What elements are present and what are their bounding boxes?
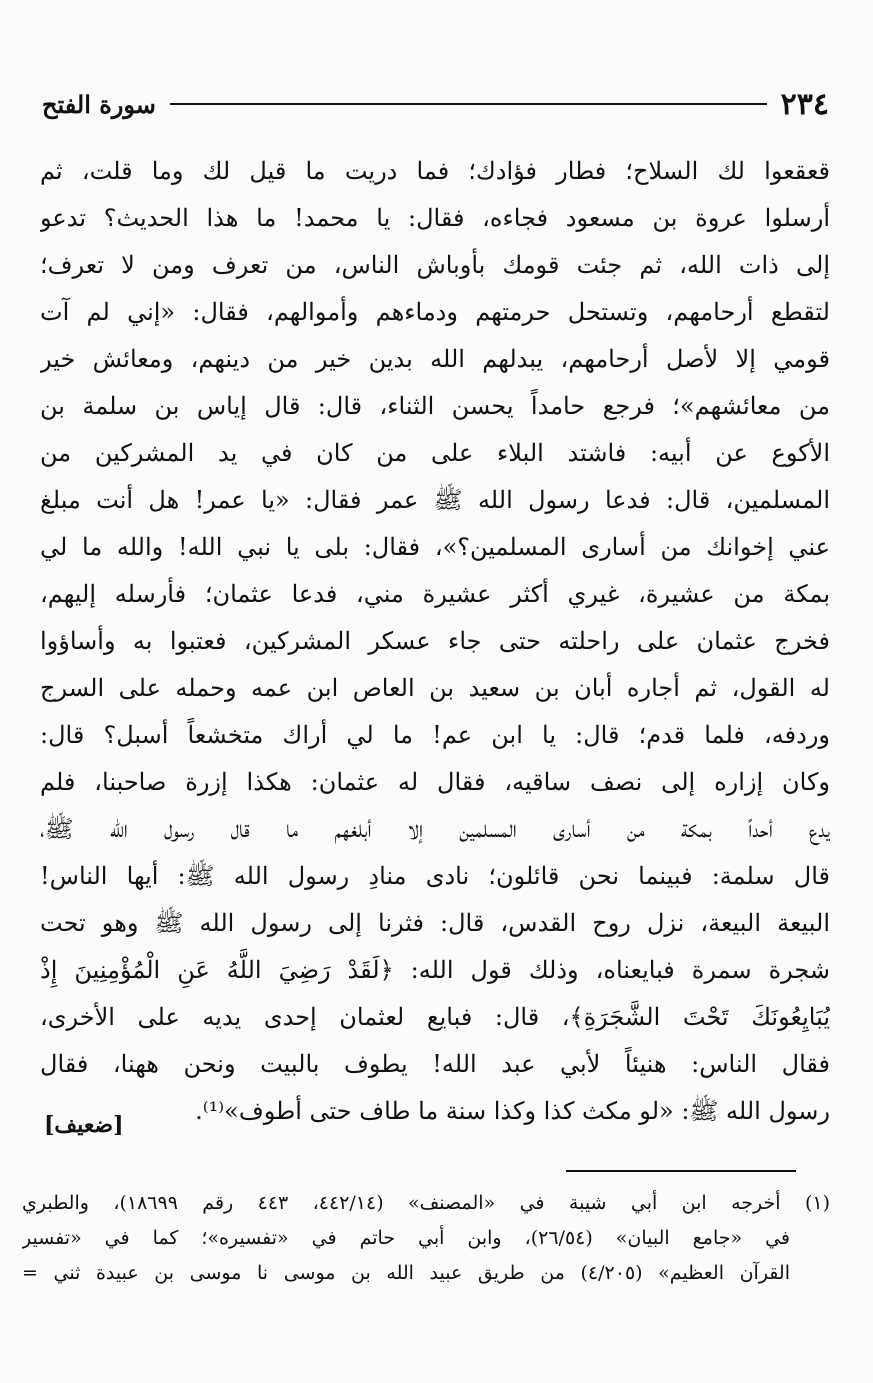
text-line: يدع أحداً بمكة من أسارى المسلمين إلا أبلغهم ما قال رسول الله ﷺ، <box>40 815 830 843</box>
text-line: بمكة من عشيرة، غيري أكثر عشيرة مني، فدعا عثمان؛ فأرسله إليهم، <box>40 580 830 608</box>
text-line: أرسلوا عروة بن مسعود فجاءه، فقال: يا محمد! ما هذا الحديث؟ تدعو <box>40 204 830 232</box>
hadith-grade: [ضعيف] <box>44 1112 124 1138</box>
page-number: ٢٣٤ <box>780 86 829 122</box>
text-line: المسلمين، قال: فدعا رسول الله ﷺ عمر فقال: «يا عمر! هل أنت مبلغ <box>40 486 830 514</box>
text-line: له القول، ثم أجاره أبان بن سعيد بن العاص ابن عمه وحمله على السرج <box>40 674 830 702</box>
text-line: فقال الناس: هنيئاً لأبي عبد الله! يطوف بالبيت ونحن ههنا، فقال <box>40 1050 830 1078</box>
text-line: لتقطع أرحامهم، وتستحل حرمتهم ودماءهم وأموالهم، فقال: «إني لم آت <box>40 298 830 326</box>
text-line: وكان إزاره إلى نصف ساقيه، فقال له عثمان: هكذا إزرة صاحبنا، فلم <box>40 768 830 796</box>
footnote-separator <box>566 1170 796 1172</box>
text-line: فخرج عثمان على راحلته حتى جاء عسكر المشركين، فعتبوا به وأساؤوا <box>40 627 830 655</box>
text-line: قعقعوا لك السلاح؛ فطار فؤادك؛ فما دريت ما قيل لك وما قلت، ثم <box>40 157 830 185</box>
text-line: البيعة البيعة، نزل روح القدس، قال: فثرنا إلى رسول الله ﷺ وهو تحت <box>40 909 830 937</box>
text-line: عني إخوانك من أسارى المسلمين؟»، فقال: بلى يا نبي الله! والله ما لي <box>40 533 830 561</box>
quran-quote-line: شجرة سمرة فبايعناه، وذلك قول الله: ﴿لَقَدْ رَضِيَ اللَّهُ عَنِ الْمُؤْمِنِينَ إِذْ <box>40 956 830 984</box>
text-line: الأكوع عن أبيه: فاشتد البلاء على من كان في يد المشركين من <box>40 439 830 467</box>
footnote-line: القرآن العظيم» (٤/٢٠٥) من طريق عبيد الله بن موسى نا موسى بن عبيدة ثني = <box>22 1262 790 1284</box>
footnote-line: في «جامع البيان» (٢٦/٥٤)، وابن أبي حاتم في «تفسيره»؛ كما في «تفسير <box>22 1227 790 1249</box>
text-line: رسول الله ﷺ: «لو مكث كذا وكذا سنة ما طاف حتى أطوف»⁽¹⁾. <box>195 1097 830 1125</box>
footnote-line: (١) أخرجه ابن أبي شيبة في «المصنف» (٤٤٢/١٤، ٤٤٣ رقم ١٨٦٩٩)، والطبري <box>22 1192 830 1214</box>
text-line: قال سلمة: فبينما نحن قائلون؛ نادى منادِ رسول الله ﷺ: أيها الناس! <box>40 862 830 890</box>
chapter-title: سورة الفتح <box>42 89 156 119</box>
text-line: إلى ذات الله، ثم جئت قومك بأوباش الناس، من تعرف ومن لا تعرف؛ <box>40 251 830 279</box>
header-rule <box>170 103 767 105</box>
body-text <box>40 148 830 1135</box>
text-line: قومي إلا لأصل أرحامهم، يبدلهم الله بدين خير من دينهم، ومعائش خير <box>40 345 830 373</box>
text-line: وردفه، فلما قدم؛ قال: يا ابن عم! ما لي أراك متخشعاً أسبل؟ قال: <box>40 721 830 749</box>
page-header <box>42 84 829 124</box>
quran-quote-line: يُبَايِعُونَكَ تَحْتَ الشَّجَرَةِ﴾، قال: فبايع لعثمان إحدى يديه على الأخرى، <box>40 1003 830 1031</box>
text-line: من معائشهم»؛ فرجع حامداً يحسن الثناء، قال: قال إياس بن سلمة بن <box>40 392 830 420</box>
footnotes <box>22 1186 830 1291</box>
